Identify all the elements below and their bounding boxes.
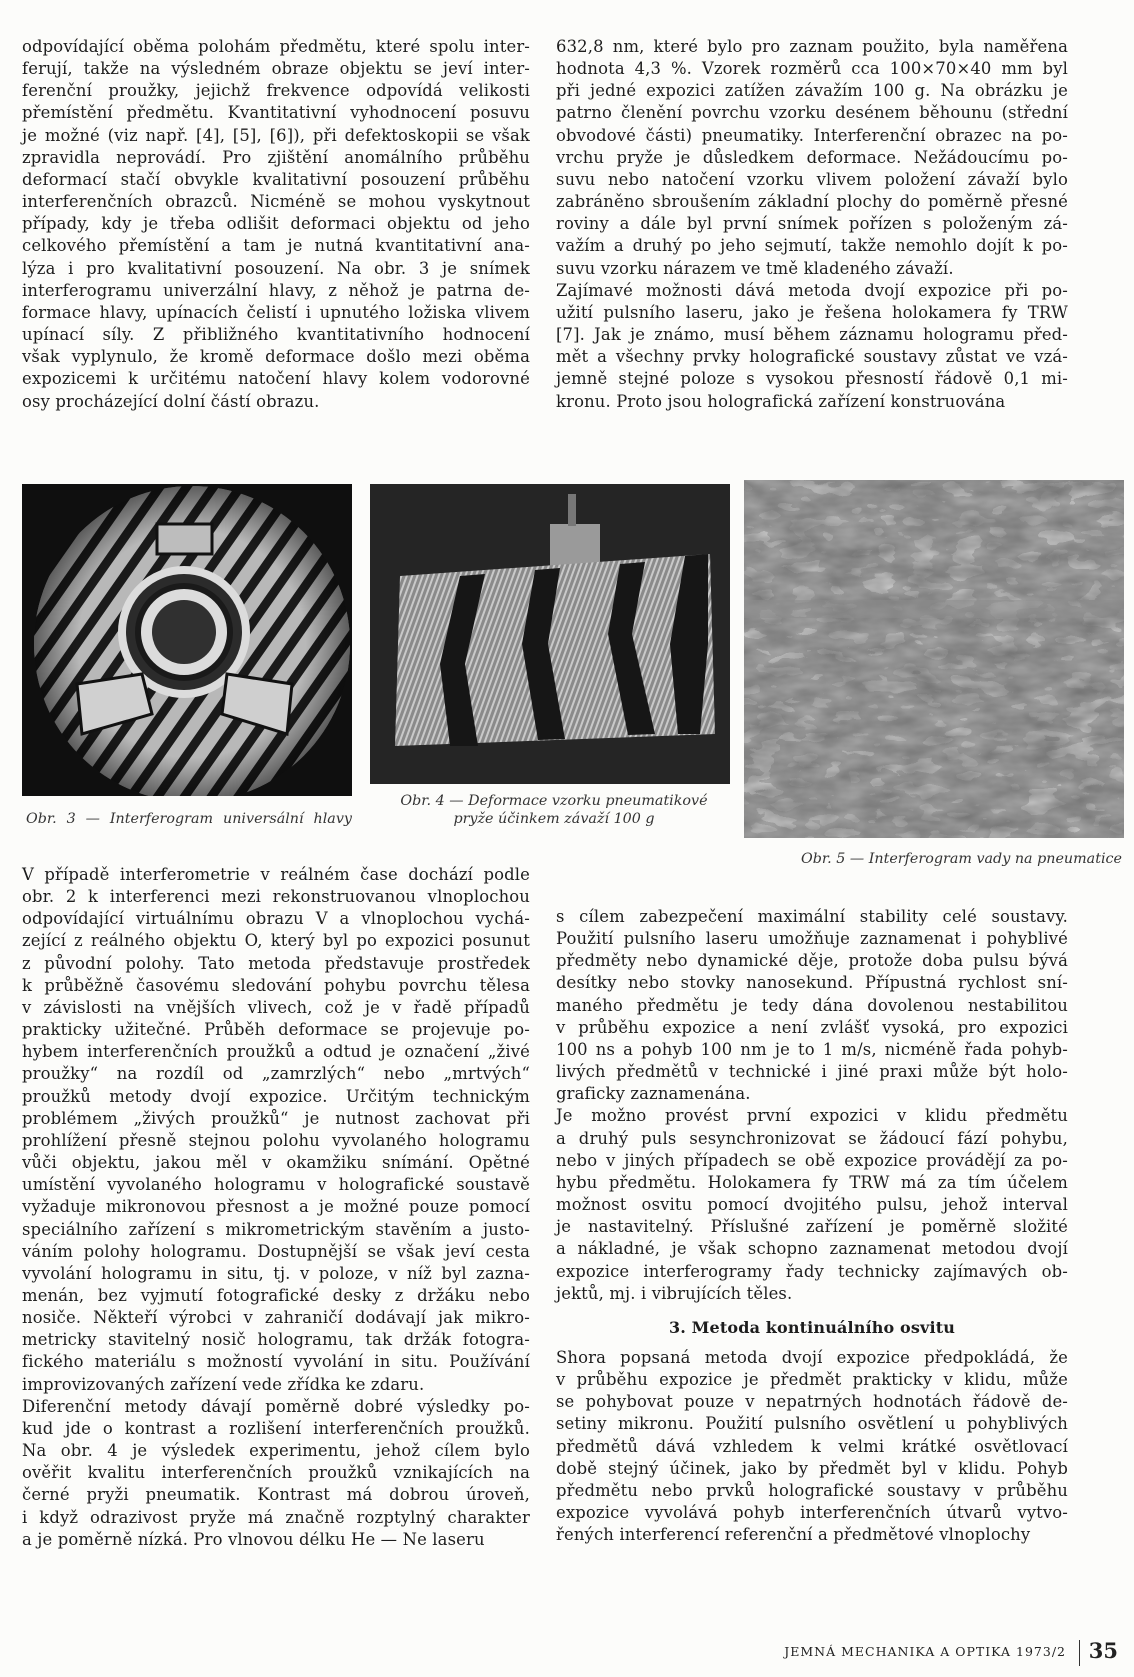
text-line: obr. 2 k interferenci mezi rekonstruovanou vlnoplochou — [22, 887, 530, 907]
text-line: lýza i pro kvalitativní posouzení. Na obr. 3 je snímek — [22, 258, 530, 278]
text-line: livých předmětů v technické i jiné praxi může být holo- — [556, 1062, 1068, 1082]
text-line: ferují, takže na výsledném obraze objektu se jeví inter- — [22, 59, 530, 79]
column-top-right — [556, 36, 1068, 413]
text-line: fického materiálu s možností vyvolání in situ. Používání — [22, 1352, 530, 1372]
column-bottom-right — [556, 906, 1068, 1546]
text-line: předměty nebo dynamické děje, protože doba pulsu bývá — [556, 951, 1068, 971]
text-line: k průběžně časovému sledování pohybu povrchu tělesa — [22, 975, 530, 995]
text-line: menán, bez vyjmutí fotografické desky z držáku nebo — [22, 1285, 530, 1305]
text-line: Je možno provést první expozici v klidu předmětu — [556, 1106, 1068, 1126]
text-line: improvizovaných zařízení vede zřídka ke zdaru. — [22, 1374, 425, 1394]
text-line: je nastavitelný. Příslušné zařízení je poměrně složité — [556, 1217, 1068, 1237]
text-line: umístění vyvolaného hologramu v holografické soustavě — [22, 1175, 530, 1195]
text-line: problémem „živých proužků“ je nutnost zachovat při — [22, 1108, 530, 1128]
text-line: se pohybovat pouze v nepatrných hodnotách řádově de- — [556, 1392, 1068, 1412]
text-line: expozice vyvolává pohyb interferenčních útvarů vytvo- — [556, 1503, 1068, 1523]
figure-5-photo — [744, 480, 1124, 838]
text-line: černé pryži pneumatik. Kontrast má dobrou úroveň, — [22, 1485, 530, 1505]
text-line: ověřit kvalitu interferenčních proužků vznikajících na — [22, 1463, 530, 1483]
text-line: upínací síly. Z přibližného kvantitativního hodnocení — [22, 325, 530, 345]
text-line: suvu nebo natočení vzorku vlivem položení závaží bylo — [556, 169, 1068, 189]
text-line: proužků metody dvojí expozice. Určitým technickým — [22, 1086, 530, 1106]
figure-4-caption — [384, 792, 724, 828]
text-line: V případě interferometrie v reálném čase dochází podle — [22, 865, 530, 884]
text-line: vrchu pryže je důsledkem deformace. Nežádoucímu po- — [556, 147, 1068, 167]
text-line: z původní polohy. Tato metoda představuje prostředek — [22, 953, 530, 973]
text-line: hodnota 4,3 %. Vzorek rozměrů cca 100×70×40 mm byl — [556, 59, 1068, 79]
text-line: patrno členění povrchu vzorku desénem běhounu (střední — [556, 103, 1068, 123]
text-line: zející z reálného objektu O, který byl po expozici posunut — [22, 931, 530, 951]
text-line: roviny a dále byl první snímek pořízen s položeným zá- — [556, 214, 1068, 234]
figure-3-caption: Obr. 3 — Interferogram universální hlavy — [26, 811, 352, 827]
text-line: a druhý puls sesynchronizovat se žádoucí fází pohybu, — [556, 1128, 1068, 1148]
text-line: prohlížení přesně stejnou polohu vyvolaného hologramu — [22, 1130, 530, 1150]
text-line: Diferenční metody dávají poměrně dobré výsledky po- — [22, 1396, 530, 1416]
paragraph-group-a — [556, 906, 1068, 1305]
text-line: maného předmětu je tedy dána dovolenou nestabilitou — [556, 995, 1068, 1015]
text-line: nebo v jiných případech se obě expozice provádějí za po- — [556, 1150, 1068, 1170]
text-line: při jedné expozici zatížen závažím 100 g. Na obrázku je — [556, 81, 1068, 101]
text-line: kronu. Proto jsou holografická zařízení konstruována — [556, 391, 1006, 411]
text-line: mět a všechny prvky holografické soustavy zůstat ve vzá- — [556, 347, 1068, 367]
text-line: hybem interferenčních proužků a odtud je označení „živé — [22, 1042, 530, 1062]
text-line: speciálního zařízení s mikrometrickým stavěním a justo- — [22, 1219, 530, 1239]
text-line: vyvolání hologramu in situ, tj. v poloze, v níž byl zazna- — [22, 1263, 530, 1283]
text-line: v průběhu expozice je předmět prakticky v klidu, může — [556, 1370, 1068, 1390]
text-line: [7]. Jak je známo, musí během záznamu hologramu před- — [556, 325, 1068, 345]
tyre-sample-image — [370, 484, 730, 784]
text-line: s cílem zabezpečení maximální stability celé soustavy. — [556, 907, 1068, 926]
paragraph-group-b — [556, 1347, 1068, 1546]
text-line: případy, kdy je třeba odlišit deformaci objektu od jeho — [22, 214, 530, 234]
text-line: Shora popsaná metoda dvojí expozice předpokládá, že — [556, 1347, 1068, 1367]
text-line: celkového přemístění a tam je nutná kvantitativní ana- — [22, 236, 530, 256]
tyre-defect-image — [744, 480, 1124, 838]
text-line: Na obr. 4 je výsledek experimentu, jehož cílem bylo — [22, 1441, 530, 1461]
figure-3-photo — [22, 484, 352, 796]
text-line: prakticky užitečné. Průběh deformace se projevuje po- — [22, 1020, 530, 1040]
text-line: a je poměrně nízká. Pro vlnovou délku He — Ne laseru — [22, 1529, 485, 1549]
text-line: metricky stavitelný nosič hologramu, tak držák fotogra- — [22, 1330, 530, 1350]
text-line: přemístění předmětu. Kvantitativní vyhodnocení posuvu — [22, 103, 530, 123]
column-bottom-left — [22, 864, 530, 1551]
text-line: formace hlavy, upínacích čelistí i upnutého ložiska vlivem — [22, 302, 530, 322]
text-line: desítky nebo stovky nanosekund. Přípustná rychlost sní- — [556, 973, 1068, 993]
interferogram-head-image — [22, 484, 352, 796]
text-line: expozice interferogramy řady technicky zajímavých ob- — [556, 1261, 1068, 1281]
text-line: 632,8 nm, které bylo pro zaznam použito, byla naměřena — [556, 37, 1068, 56]
text-line: předmětu nebo prvků holografické soustavy v průběhu — [556, 1480, 1068, 1500]
page-footer — [690, 1638, 1124, 1664]
section-heading: 3. Metoda kontinuálního osvitu — [668, 1317, 956, 1337]
text-line: 100 ns a pohyb 100 nm je to 1 m/s, nicméně řada pohyb- — [556, 1039, 1068, 1059]
figure-4-caption-line-1: Obr. 4 — Deformace vzorku pneumatikové — [400, 793, 708, 809]
journal-name: JEMNÁ MECHANIKA A OPTIKA 1973/2 — [784, 1644, 1066, 1659]
page-number: 35 — [1088, 1638, 1118, 1663]
text-line: vyžaduje mikronovou přesnost a je možné pouze pomocí — [22, 1197, 530, 1217]
text-line: době stejný účinek, jako by předmět byl v klidu. Pohyb — [556, 1458, 1068, 1478]
text-line: obvodové části) pneumatiky. Interferenční obrazec na po- — [556, 125, 1068, 145]
text-line: možnost osvitu pomocí dvojitého pulsu, jehož interval — [556, 1195, 1068, 1215]
text-line: odpovídající virtuálnímu obrazu V a vlnoplochou vychá- — [22, 909, 530, 929]
text-line: jektů, mj. i vibrujících těles. — [556, 1283, 793, 1303]
text-line: i když odrazivost pryže má značně rozptylný charakter — [22, 1507, 530, 1527]
text-line: Zajímavé možnosti dává metoda dvojí expozice při po- — [556, 280, 1068, 300]
text-line: važím a druhý po jeho sejmutí, takže nemohlo dojít k po- — [556, 236, 1068, 256]
text-line: odpovídající oběma polohám předmětu, které spolu inter- — [22, 37, 530, 56]
text-line: interferogramu univerzální hlavy, z něhož je patrna de- — [22, 280, 530, 300]
text-line: nosiče. Někteří výrobci v zahraničí dodávají jak mikro- — [22, 1308, 530, 1328]
text-line: deformací stačí obvykle kvalitativní posouzení průběhu — [22, 169, 530, 189]
text-line: váním polohy hologramu. Dostupnější se však jeví cesta — [22, 1241, 530, 1261]
column-top-left — [22, 36, 530, 413]
footer-divider — [1079, 1640, 1080, 1666]
text-line: proužky“ na rozdíl od „zamrzlých“ nebo „mrtvých“ — [22, 1064, 530, 1084]
text-line: je možné (viz např. [4], [5], [6]), při defektoskopii se však — [22, 125, 530, 145]
text-line: zabráněno sbroušením základní plochy do poměrně přesné — [556, 192, 1068, 212]
text-line: hybu předmětu. Holokamera fy TRW má za tím účelem — [556, 1172, 1068, 1192]
text-line: kud jde o kontrast a rozlišení interferenčních proužků. — [22, 1418, 530, 1438]
text-line: zpravidla neprovádí. Pro zjištění anomálního průběhu — [22, 147, 530, 167]
text-line: v závislosti na vnějších vlivech, což je v řadě případů — [22, 997, 530, 1017]
text-line: a nákladné, je však schopno zaznamenat metodou dvojí — [556, 1239, 1068, 1259]
text-line: Použití pulsního laseru umožňuje zaznamenat i pohyblivé — [556, 929, 1068, 949]
figure-4-caption-line-2: pryže účinkem závaží 100 g — [453, 811, 655, 827]
text-line: expozicemi k určitému natočení hlavy kolem vodorovné — [22, 369, 530, 389]
text-line: interferenčních obrazců. Nicméně se mohou vyskytnout — [22, 192, 530, 212]
text-line: setiny mikronu. Použití pulsního osvětlení u pohyblivých — [556, 1414, 1068, 1434]
text-line: graficky zaznamenána. — [556, 1084, 751, 1104]
text-line: jemně stejné poloze s vysokou přesností řádově 0,1 mi- — [556, 369, 1068, 389]
text-line: předmětů dává vzhledem k velmi krátké osvětlovací — [556, 1436, 1068, 1456]
text-line: užití pulsního laseru, jako je řešena holokamera fy TRW — [556, 302, 1068, 322]
figure-5-caption: Obr. 5 — Interferogram vady na pneumatice — [801, 851, 1122, 867]
figure-4-photo — [370, 484, 730, 784]
text-line: vůči objektu, jakou měl v okamžiku snímání. Opětné — [22, 1153, 530, 1173]
text-line: suvu vzorku nárazem ve tmě kladeného závaží. — [556, 258, 954, 278]
text-line: však vyplynulo, že kromě deformace došlo mezi oběma — [22, 347, 530, 367]
text-line: v průběhu expozice a není zvlášť vysoká, pro expozici — [556, 1017, 1068, 1037]
text-line: osy procházející dolní částí obrazu. — [22, 391, 320, 411]
text-line: ferenční proužky, jejichž frekvence odpovídá velikosti — [22, 81, 530, 101]
text-line: řených interferencí referenční a předmětové vlnoplochy — [556, 1525, 1031, 1545]
